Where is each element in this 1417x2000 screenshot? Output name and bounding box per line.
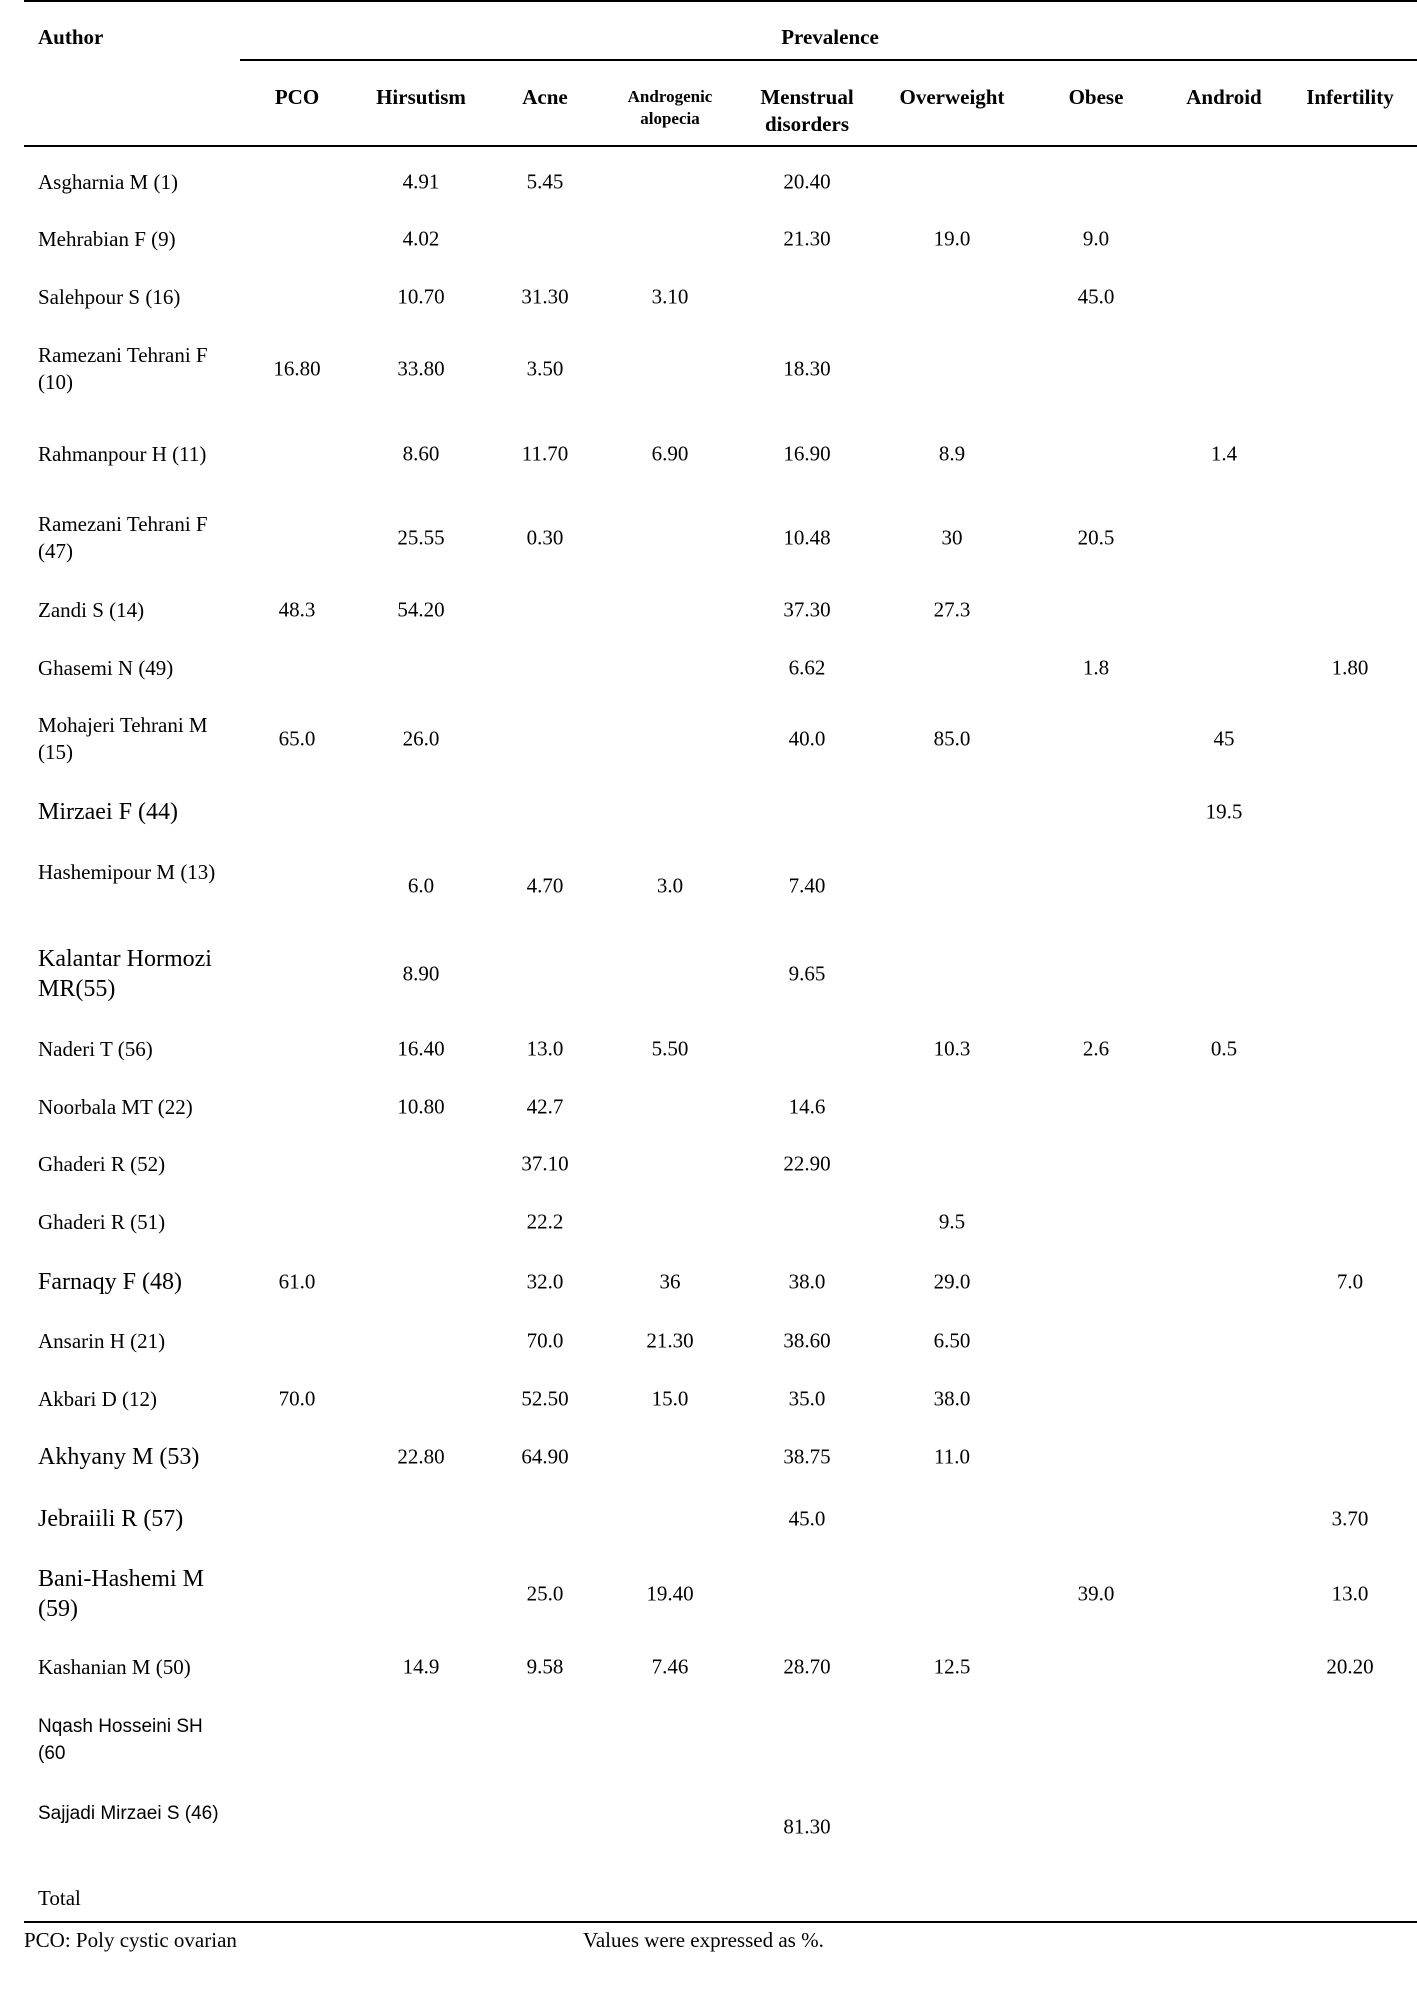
- table-row-author: Noorbala MT (22): [38, 1094, 193, 1119]
- table-row-author: Ghaderi R (51): [38, 1209, 166, 1234]
- table-cell: 25.55: [397, 525, 445, 550]
- table-cell: 6.62: [788, 655, 826, 680]
- table-cell: 5.45: [526, 169, 564, 194]
- column-header-androgenic-alopecia: Androgenic alopecia: [627, 87, 713, 128]
- table-cell: 7.46: [651, 1654, 689, 1679]
- column-header-hirsutism: Hirsutism: [376, 85, 466, 109]
- table-cell: 45.0: [788, 1506, 826, 1531]
- table-row-author: Rahmanpour H (11): [38, 441, 207, 466]
- column-header-menstrual-disorders: Menstrual disorders: [760, 85, 854, 136]
- table-cell: 38.0: [788, 1269, 826, 1294]
- table-cell: 3.70: [1331, 1506, 1369, 1531]
- table-cell: 1.80: [1331, 655, 1369, 680]
- table-row-author: Mirzaei F (44): [38, 799, 178, 825]
- table-row-author: Kalantar Hormozi MR(55): [38, 946, 212, 1002]
- table-row-author: Ansarin H (21): [38, 1328, 166, 1353]
- table-cell: 9.0: [1082, 226, 1110, 251]
- table-cell: 3.10: [651, 284, 689, 309]
- table-cell: 70.0: [278, 1386, 316, 1411]
- prevalence-header: Prevalence: [781, 25, 879, 49]
- table-cell: 48.3: [278, 597, 316, 622]
- table-cell: 81.30: [783, 1814, 831, 1839]
- column-header-obese: Obese: [1068, 85, 1124, 109]
- table-row-author: Akbari D (12): [38, 1386, 157, 1411]
- table-cell: 15.0: [651, 1386, 689, 1411]
- table-cell: 7.0: [1336, 1269, 1364, 1294]
- table-row-author: Total: [38, 1885, 81, 1910]
- table-row-author: Asgharnia M (1): [38, 169, 178, 194]
- table-cell: 3.50: [526, 356, 564, 381]
- table-cell: 20.5: [1077, 525, 1115, 550]
- table-cell: 21.30: [646, 1328, 694, 1353]
- table-cell: 25.0: [526, 1581, 564, 1606]
- table-cell: 38.60: [783, 1328, 831, 1353]
- table-cell: 27.3: [933, 597, 971, 622]
- column-header-android: Android: [1186, 85, 1262, 109]
- table-cell: 37.30: [783, 597, 831, 622]
- table-cell: 10.3: [933, 1036, 971, 1061]
- table-cell: 22.80: [397, 1444, 445, 1469]
- column-header-infertility: Infertility: [1306, 85, 1394, 109]
- table-cell: 10.80: [397, 1094, 445, 1119]
- prevalence-rule: [240, 59, 1417, 61]
- table-cell: 36: [659, 1269, 681, 1294]
- table-cell: 28.70: [783, 1654, 831, 1679]
- table-cell: 22.90: [783, 1151, 831, 1176]
- table-row-author: Ramezani Tehrani F (47): [38, 512, 208, 563]
- footnote-units: Values were expressed as %.: [583, 1928, 824, 1952]
- table-cell: 6.0: [407, 873, 435, 898]
- table-cell: 20.20: [1326, 1654, 1374, 1679]
- table-row-author: Jebraiili R (57): [38, 1506, 184, 1532]
- table-cell: 19.0: [933, 226, 971, 251]
- table-row-author: Kashanian M (50): [38, 1654, 191, 1679]
- table-row-author: Mehrabian F (9): [38, 226, 176, 251]
- header-bottom-rule: [24, 145, 1417, 147]
- table-top-rule: [24, 0, 1417, 2]
- table-cell: 26.0: [402, 726, 440, 751]
- table-cell: 1.8: [1082, 655, 1110, 680]
- table-cell: 19.40: [646, 1581, 694, 1606]
- table-cell: 13.0: [526, 1036, 564, 1061]
- table-row-author: Naderi T (56): [38, 1036, 153, 1061]
- table-cell: 16.90: [783, 441, 831, 466]
- table-cell: 70.0: [526, 1328, 564, 1353]
- table-cell: 8.9: [938, 441, 966, 466]
- table-cell: 2.6: [1082, 1036, 1110, 1061]
- table-row-author: Mohajeri Tehrani M (15): [38, 713, 208, 764]
- table-cell: 11.70: [521, 441, 569, 466]
- table-cell: 31.30: [521, 284, 569, 309]
- table-cell: 9.58: [526, 1654, 564, 1679]
- table-cell: 64.90: [521, 1444, 569, 1469]
- table-cell: 0.5: [1210, 1036, 1238, 1061]
- table-cell: 19.5: [1205, 799, 1243, 824]
- table-cell: 1.4: [1210, 441, 1238, 466]
- table-cell: 4.70: [526, 873, 564, 898]
- table-row-author: Ghaderi R (52): [38, 1151, 166, 1176]
- table-cell: 39.0: [1077, 1581, 1115, 1606]
- table-cell: 7.40: [788, 873, 826, 898]
- table-row-author: Salehpour S (16): [38, 284, 181, 309]
- table-cell: 18.30: [783, 356, 831, 381]
- table-cell: 32.0: [526, 1269, 564, 1294]
- table-cell: 8.90: [402, 961, 440, 986]
- table-cell: 11.0: [934, 1444, 970, 1469]
- table-cell: 20.40: [783, 169, 831, 194]
- table-row-author: Hashemipour M (13): [38, 860, 216, 884]
- table-cell: 6.50: [933, 1328, 971, 1353]
- table-cell: 65.0: [278, 726, 316, 751]
- table-cell: 52.50: [521, 1386, 569, 1411]
- table-cell: 42.7: [526, 1094, 564, 1119]
- table-cell: 35.0: [788, 1386, 826, 1411]
- table-cell: 16.40: [397, 1036, 445, 1061]
- table-cell: 9.5: [938, 1209, 966, 1234]
- table-cell: 38.0: [933, 1386, 971, 1411]
- table-cell: 61.0: [278, 1269, 316, 1294]
- table-cell: 10.70: [397, 284, 445, 309]
- table-cell: 0.30: [526, 525, 564, 550]
- table-cell: 9.65: [788, 961, 826, 986]
- table-cell: 16.80: [273, 356, 321, 381]
- table-cell: 38.75: [783, 1444, 831, 1469]
- table-cell: 3.0: [656, 873, 684, 898]
- table-cell: 6.90: [651, 441, 689, 466]
- column-header-overweight: Overweight: [899, 85, 1005, 109]
- table-row-author: Ramezani Tehrani F (10): [38, 343, 208, 394]
- table-row-author: Farnaqy F (48): [38, 1269, 182, 1295]
- table-row-author: Sajjadi Mirzaei S (46): [38, 1803, 219, 1824]
- table-cell: 5.50: [651, 1036, 689, 1061]
- table-cell: 4.91: [402, 169, 440, 194]
- table-bottom-rule: [24, 1921, 1417, 1923]
- table-row-author: Akhyany M (53): [38, 1444, 200, 1470]
- table-cell: 30: [941, 525, 963, 550]
- table-cell: 13.0: [1331, 1581, 1369, 1606]
- table-cell: 40.0: [788, 726, 826, 751]
- table-cell: 85.0: [933, 726, 971, 751]
- table-cell: 8.60: [402, 441, 440, 466]
- table-cell: 12.5: [933, 1654, 971, 1679]
- table-cell: 45.0: [1077, 284, 1115, 309]
- table-row-author: Ghasemi N (49): [38, 655, 174, 680]
- footnote-abbreviation: PCO: Poly cystic ovarian: [24, 1928, 237, 1952]
- table-cell: 10.48: [783, 525, 831, 550]
- table-cell: 37.10: [521, 1151, 569, 1176]
- table-cell: 45: [1213, 726, 1235, 751]
- table-row-author: Nqash Hosseini SH (60: [38, 1716, 203, 1764]
- table-cell: 21.30: [783, 226, 831, 251]
- table-cell: 14.9: [402, 1654, 440, 1679]
- author-column-header: Author: [38, 25, 104, 49]
- table-cell: 14.6: [788, 1094, 826, 1119]
- table-cell: 54.20: [397, 597, 445, 622]
- table-row-author: Bani-Hashemi M (59): [38, 1566, 204, 1622]
- table-cell: 22.2: [526, 1209, 564, 1234]
- table-cell: 33.80: [397, 356, 445, 381]
- table-cell: 4.02: [402, 226, 440, 251]
- table-cell: 29.0: [933, 1269, 971, 1294]
- column-header-acne: Acne: [522, 85, 568, 109]
- table-row-author: Zandi S (14): [38, 597, 145, 622]
- column-header-pco: PCO: [274, 85, 320, 109]
